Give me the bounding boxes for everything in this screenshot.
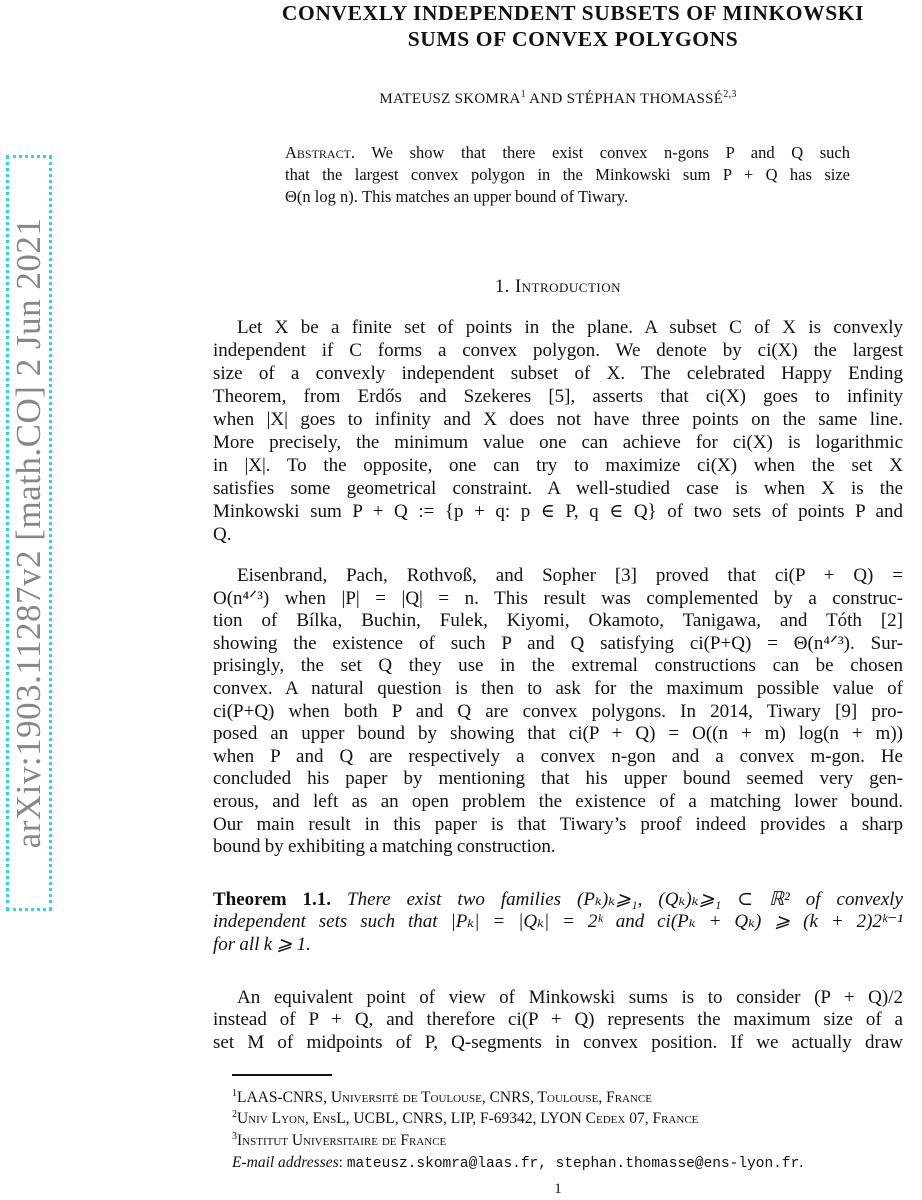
abstract-label: Abstract. bbox=[285, 143, 356, 162]
text-line: More precisely, the minimum value one can achieve for ci(X) is logarithmic bbox=[213, 432, 903, 453]
title-line-2: SUMS OF CONVEX POLYGONS bbox=[407, 27, 739, 51]
text-line: size of a convexly independent subset of X. The celebrated Happy Ending bbox=[213, 363, 903, 384]
text-line: satisfies some geometrical constraint. A well-studied case is when X is the bbox=[213, 478, 903, 499]
paragraph-1 bbox=[213, 316, 903, 546]
text-line: when |X| goes to infinity and X does not have three points on the same line. bbox=[213, 409, 903, 430]
author-2-affil: 2,3 bbox=[723, 89, 737, 100]
text-line: tion of Bílka, Buchin, Fulek, Kiyomi, Okamoto, Tanigawa, and Tóth [2] bbox=[213, 610, 903, 632]
page-column bbox=[213, 0, 903, 1197]
arxiv-identifier-stamp[interactable] bbox=[6, 155, 52, 911]
email-addresses[interactable]: mateusz.skomra@laas.fr, stephan.thomasse@ens-lyon.fr bbox=[346, 1155, 800, 1172]
text-line: instead of P + Q, and therefore ci(P + Q) represents the maximum size of a bbox=[213, 1009, 903, 1031]
text-line: An equivalent point of view of Minkowski sums is to consider (P + Q)/2 bbox=[237, 986, 903, 1008]
text-line: Eisenbrand, Pach, Rothvoß, and Sopher [3] proved that ci(P + Q) = bbox=[237, 565, 903, 586]
text-line: set M of midpoints of P, Q-segments in convex position. If we actually draw bbox=[213, 1031, 903, 1053]
text-line: There exist two families (Pₖ)ₖ⩾₁, (Qₖ)ₖ⩾₁ ⊂ ℝ² of convexly bbox=[331, 888, 903, 910]
abstract bbox=[285, 142, 850, 208]
footnote-marker: 1 bbox=[232, 1087, 237, 1099]
footnote-text: Univ Lyon, EnsL, UCBL, CNRS, LIP, F-69342, LYON Cedex 07, France bbox=[237, 1110, 699, 1128]
text-line: prisingly, the set Q they use in the extremal constructions can be chosen bbox=[213, 655, 903, 677]
author-1: MATEUSZ SKOMRA bbox=[379, 91, 521, 107]
text-line: Our main result in this paper is that Tiwary’s proof indeed provides a sharp bbox=[213, 813, 903, 835]
text-line: Theorem, from Erdős and Szekeres [5], asserts that ci(X) goes to infinity bbox=[213, 386, 903, 407]
author-1-affil: 1 bbox=[520, 89, 526, 100]
abstract-line: that the largest convex polygon in the Minkowski sum P + Q has size bbox=[285, 165, 850, 184]
title-line-1: CONVEXLY INDEPENDENT SUBSETS OF MINKOWSKI bbox=[281, 1, 865, 25]
text-line: Minkowski sum P + Q := {p + q: p ∈ P, q ∈ Q} of two sets of points P and bbox=[213, 501, 903, 522]
text-line: for all k ⩾ 1. bbox=[213, 933, 311, 955]
theorem-1-1 bbox=[213, 889, 903, 957]
section-heading: 1. Introduction bbox=[494, 277, 622, 297]
email-line: E-mail addresses: mateusz.skomra@laas.fr, stephan.thomasse@ens-lyon.fr. bbox=[232, 1153, 804, 1172]
authors-and: AND bbox=[525, 91, 567, 107]
text-line: showing the existence of such P and Q satisfying ci(P+Q) = Θ(n⁴ᐟ³). Sur- bbox=[213, 632, 903, 654]
text-line: Let X be a finite set of points in the plane. A subset C of X is convexly bbox=[237, 317, 903, 338]
email-label: E-mail addresses bbox=[232, 1153, 339, 1171]
text-line: posed an upper bound by showing that ci(P + Q) = O((n + m) log(n + m)) bbox=[213, 723, 903, 745]
authors bbox=[213, 90, 903, 108]
text-line: erous, and left as an open problem the existence of a matching lower bound. bbox=[213, 790, 903, 812]
text-line: convex. A natural question is then to ask for the maximum possible value of bbox=[213, 677, 903, 699]
abstract-line: Θ(n log n). This matches an upper bound of Tiwary. bbox=[285, 187, 629, 206]
theorem-label: Theorem 1.1. bbox=[213, 888, 332, 910]
footnote-marker: 3 bbox=[232, 1130, 237, 1142]
text-line: bound by exhibiting a matching construction. bbox=[213, 836, 556, 858]
author-2: STÉPHAN THOMASSÉ bbox=[566, 91, 724, 107]
footnote-text: LAAS-CNRS, Université de Toulouse, CNRS, Toulouse, France bbox=[237, 1088, 652, 1106]
page-number: 1 bbox=[554, 1181, 562, 1198]
text-line: independent sets such that |Pₖ| = |Qₖ| = 2ᵏ and ci(Pₖ + Qₖ) ⩾ (k + 2)2ᵏ⁻¹ bbox=[213, 911, 903, 933]
footnote-2 bbox=[232, 1108, 903, 1130]
paragraph-3 bbox=[213, 987, 903, 1055]
email-end: . bbox=[799, 1153, 804, 1171]
text-line: in |X|. To the opposite, one can try to maximize ci(X) when the set X bbox=[213, 455, 903, 476]
arxiv-id-text: arXiv:1903.11287v2 [math.CO] 2 Jun 2021 bbox=[9, 217, 48, 849]
footnote-3 bbox=[232, 1130, 903, 1152]
footnotes bbox=[232, 1087, 903, 1175]
text-line: independent if C forms a convex polygon. We denote by ci(X) the largest bbox=[213, 340, 903, 361]
footnote-marker: 2 bbox=[232, 1109, 237, 1121]
abstract-line: We show that there exist convex n-gons P and Q such bbox=[355, 143, 850, 162]
text-line: O(n⁴ᐟ³) when |P| = |Q| = n. This result was complemented by a construc- bbox=[213, 587, 903, 609]
footnote-1 bbox=[232, 1087, 903, 1109]
paragraph-2 bbox=[213, 565, 903, 859]
text-line: concluded his paper by mentioning that his upper bound seemed very gen- bbox=[213, 768, 903, 790]
text-line: when P and Q are respectively a convex n-gon and a convex m-gon. He bbox=[213, 745, 903, 767]
paper-title bbox=[213, 0, 922, 52]
text-line: ci(P+Q) when both P and Q are convex polygons. In 2014, Tiwary [9] pro- bbox=[213, 700, 903, 722]
text-line: Q. bbox=[213, 524, 232, 545]
footnote-rule bbox=[232, 1074, 332, 1076]
footnote-text: Institut Universitaire de France bbox=[237, 1131, 447, 1149]
